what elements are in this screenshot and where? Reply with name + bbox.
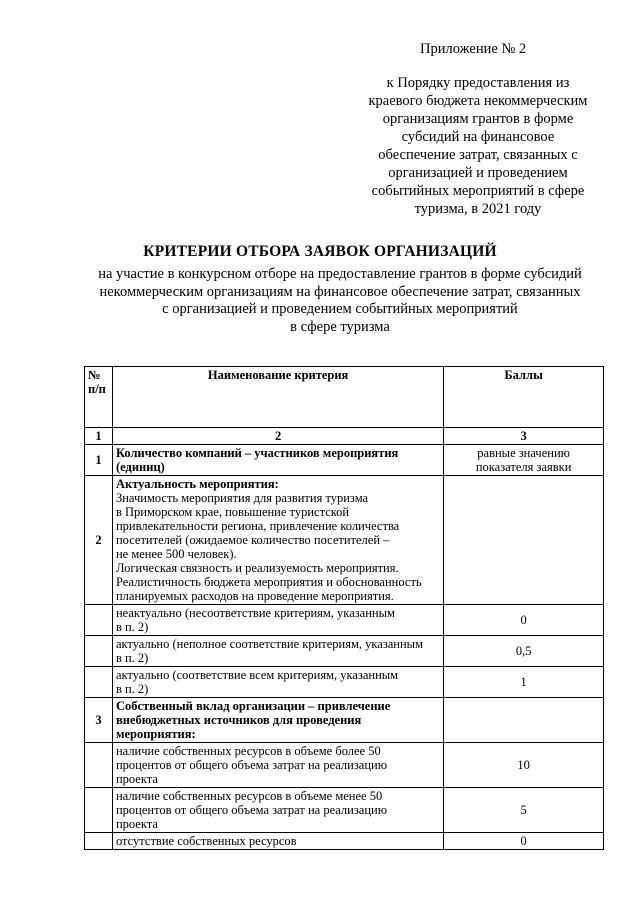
column-index-3: 3 [444, 428, 604, 445]
criterion-2-description: Значимость мероприятия для развития туризма в Приморском крае, повышение туристской привлекательности региона, привлечение количества посетителей (ожидаемое количество посетителей – не менее 500 человек). Логическая связность и реализуемость мероприятия. Реалистичность бюджета мероприятия и обоснованность планируемых расходов на проведение мероприятия. [115, 491, 422, 603]
table-row [85, 667, 604, 698]
header-num: № п/п [85, 367, 113, 428]
column-index-2: 2 [112, 428, 443, 445]
criterion-3-option-3-label: отсутствие собственных ресурсов [112, 833, 443, 850]
criterion-2-option-3-score: 1 [444, 667, 604, 698]
table-row [85, 698, 604, 743]
column-index-1: 1 [85, 428, 113, 445]
criterion-2-num: 2 [85, 476, 113, 605]
column-index-row [85, 428, 604, 445]
criterion-2-option-2-label: актуально (неполное соответствие критериям, указанным в п. 2) [112, 636, 443, 667]
document-title: КРИТЕРИИ ОТБОРА ЗАЯВОК ОРГАНИЗАЦИЙ [143, 243, 497, 260]
criterion-3-option-2-label: наличие собственных ресурсов в объеме менее 50 процентов от общего объема затрат на реализацию проекта [112, 788, 443, 833]
criterion-2-option-1-num [85, 605, 113, 636]
criteria-table [84, 366, 604, 850]
appendix-block [368, 40, 588, 218]
criterion-3-option-2-num [85, 788, 113, 833]
header-score: Баллы [444, 367, 604, 428]
criterion-2-option-2-num [85, 636, 113, 667]
criterion-2-option-1-label: неактуально (несоответствие критериям, указанным в п. 2) [112, 605, 443, 636]
criterion-3-option-3-score: 0 [444, 833, 604, 850]
criterion-3-option-1-label: наличие собственных ресурсов в объеме более 50 процентов от общего объема затрат на реализацию проекта [112, 743, 443, 788]
table-row [85, 636, 604, 667]
criterion-1-title: Количество компаний – участников мероприятия (единиц) [112, 445, 443, 476]
criterion-3-option-1-num [85, 743, 113, 788]
table-row [85, 445, 604, 476]
criterion-2-score-empty [444, 476, 604, 605]
table-row [85, 476, 604, 605]
table-row [85, 743, 604, 788]
criterion-3-option-3-num [85, 833, 113, 850]
header-name: Наименование критерия [112, 367, 443, 428]
criterion-2-option-3-num [85, 667, 113, 698]
criterion-1-num: 1 [85, 445, 113, 476]
criterion-3-option-2-score: 5 [444, 788, 604, 833]
criterion-2-cell [112, 476, 443, 605]
criterion-3-title: Собственный вклад организации – привлечение внебюджетных источников для проведения мероприятия: [112, 698, 443, 743]
criterion-2-option-3-label: актуально (соответствие всем критериям, указанным в п. 2) [112, 667, 443, 698]
appendix-order-text: к Порядку предоставления из краевого бюджета некоммерческим организациям грантов в форме субсидий на финансовое обеспечение затрат, связанных с организацией и проведением событийных мероприятий в сфере туризма, в 2021 году [368, 75, 588, 217]
criterion-3-num: 3 [85, 698, 113, 743]
table-header-row [85, 367, 604, 428]
criterion-1-score: равные значению показателя заявки [444, 445, 604, 476]
criterion-3-score-empty [444, 698, 604, 743]
table-row [85, 605, 604, 636]
criterion-2-title: Актуальность мероприятия: [115, 477, 279, 491]
criterion-2-option-1-score: 0 [444, 605, 604, 636]
table-row [85, 833, 604, 850]
criterion-2-option-2-score: 0,5 [444, 636, 604, 667]
document-subtitle: на участие в конкурсном отборе на предоставление грантов в форме субсидий некоммерческим организациям на финансовое обеспечение затрат, связанных с организацией и проведением событийных мероприятий в сфере туризма [98, 266, 582, 335]
appendix-title: Приложение № 2 [420, 41, 527, 57]
table-row [85, 788, 604, 833]
criterion-3-option-1-score: 10 [444, 743, 604, 788]
